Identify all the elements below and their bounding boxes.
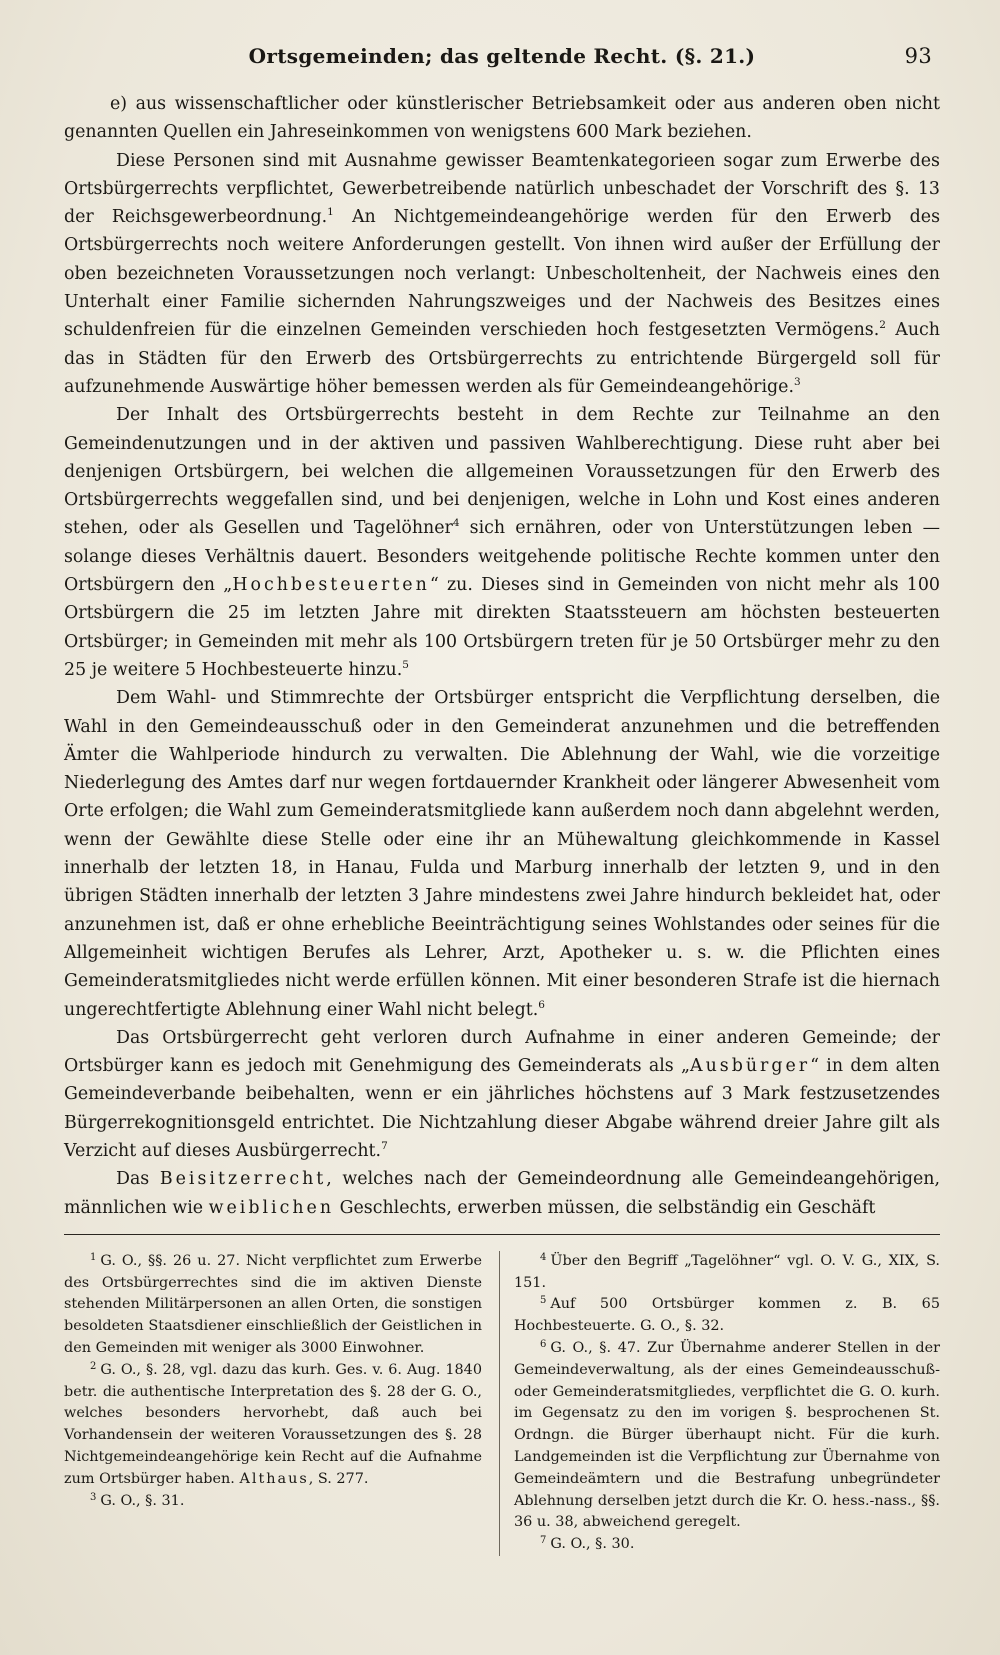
footnote: $^7$ G. O., §. 30.	[540, 1535, 635, 1553]
running-title: Ortsgemeinden; das geltende Recht. (§. 21.)	[248, 44, 756, 68]
page-number: 93	[904, 44, 932, 68]
footnote-ref[interactable]: 7	[381, 1139, 388, 1152]
footnote-ref[interactable]: 4	[452, 517, 460, 530]
paragraph: Der Inhalt des Ortsbürgerrechts besteht in dem Rechte zur Teilnahme an den Gemeindenutzungen und in der aktiven und passiven Wahlberechtigung. Diese ruht aber bei denjenigen Ortsbürgern, bei welchen die allgemeinen Voraussetzungen für den Erwerb des Ortsbürgerrechts weggefallen sind, und bei denjenigen, welche in Lohn und Kost eines anderen stehen, oder als Gesellen und Tagelöhner$^4$ sich ernähren, oder von Unterstützungen leben — solange dieses Verhältnis dauert. Besonders weitgehende politische Rechte kommen unter den Ortsbürgern den „Hochbesteuerten“ zu. Dieses sind in Gemeinden von nicht mehr als 100 Ortsbürgern die 25 im letzten Jahre mit direkten Staatssteuern am höchsten besteuerten Ortsbürger; in Gemeinden mit mehr als 100 Ortsbürgern treten für je 50 Ortsbürger mehr zu den 25 je weitere 5 Hochbesteuerte hinzu.$^5$	[64, 405, 940, 680]
footnote: $^6$ G. O., §. 47. Zur Übernahme anderer Stellen in der Gemeindeverwaltung, als der eines Gemeindeausschuß- oder Gemeinderatsmitgliedes, verpflichtet die G. O. kurh. im Gegensatz zu den im vorigen §. besprochenen St. Ordngn. die Bürger überhaupt nicht. Für die kurh. Landgemeinden ist die Verpflichtung zur Übernahme von Gemeindeämtern und die Bestrafung unbegründeter Ablehnung derselben jetzt durch die Kr. O. hess.-nass., §§. 36 u. 38, abweichend geregelt.	[514, 1339, 940, 1531]
paragraph: Das Ortsbürgerrecht geht verloren durch Aufnahme in einer anderen Gemeinde; der Ortsbürger kann es jedoch mit Genehmigung des Gemeinderats als „Ausbürger“ in dem alten Gemeindeverbande beibehalten, wenn er ein jährliches höchstens auf 3 Mark festzusetzendes Bürgerrekognitionsgeld entrichtet. Die Nichtzahlung dieser Abgabe während dreier Jahre gilt als Verzicht auf dieses Ausbürgerrecht.$^7$	[64, 1027, 941, 1161]
footnote-rule	[64, 1234, 940, 1235]
footnote-ref[interactable]: 2	[879, 319, 886, 332]
footnotes-right-column	[499, 1251, 940, 1556]
footnote-ref[interactable]: 3	[793, 375, 801, 388]
running-head	[64, 44, 940, 84]
footnote: $^3$ G. O., §. 31.	[90, 1491, 185, 1509]
paragraph: Dem Wahl- und Stimmrechte der Ortsbürger entspricht die Verpflichtung derselben, die Wahl in den Gemeindeausschuß oder in den Gemeinderat anzunehmen und die betreffenden Ämter die Wahlperiode hindurch zu verwalten. Die Ablehnung der Wahl, wie die vorzeitige Niederlegung des Amtes darf nur wegen fortdauernder Krankheit oder längerer Abwesenheit vom Orte erfolgen; die Wahl zum Gemeinderatsmitgliede kann außerdem noch dann abgelehnt werden, wenn der Gewählte diese Stelle oder eine ihr an Mühewaltung gleichkommende in Kassel innerhalb der letzten 18, in Hanau, Fulda und Marburg innerhalb der letzten 9, und in den übrigen Städten innerhalb der letzten 3 Jahre mindestens zwei Jahre hindurch bekleidet hat, oder anzunehmen ist, daß er ohne erhebliche Beeinträchtigung seines Wohlstandes oder seines für die Allgemeinheit wichtigen Berufes als Lehrer, Arzt, Apotheker u. s. w. die Pflichten eines Gemeinderatsmitgliedes nicht werde erfüllen können. Mit einer besonderen Strafe ist die hiernach ungerechtfertigte Ablehnung einer Wahl nicht belegt.$^6$	[64, 688, 940, 1020]
paragraph: Das Beisitzerrecht, welches nach der Gemeindeordnung alle Gemeindeangehörigen, männlichen wie weiblichen Geschlechts, erwerben müssen, die selbständig ein Geschäft	[64, 1169, 940, 1218]
footnote: $^2$ G. O., §. 28, vgl. dazu das kurh. Ges. v. 6. Aug. 1840 betr. die authentische Interpretation des §. 28 der G. O., welches besonders hervorhebt, daß auch bei Vorhandensein der weiteren Voraussetzungen des §. 28 Nichtgemeindeangehörige kein Recht auf die Aufnahme zum Ortsbürger haben. Althaus, S. 277.	[64, 1360, 482, 1487]
footnote-ref[interactable]: 6	[538, 998, 545, 1011]
spaced-term: Ausbürger	[690, 1056, 811, 1077]
footnotes	[64, 1251, 940, 1556]
spaced-term: Beisitzerrecht	[159, 1169, 327, 1190]
footnotes-left-column	[64, 1251, 482, 1556]
spaced-term: weiblichen	[208, 1197, 335, 1218]
paragraph-item-e: e) aus wissenschaftlicher oder künstlerischer Betriebsamkeit oder aus anderen oben nicht genannten Quellen ein Jahreseinkommen von wenigstens 600 Mark beziehen.	[64, 94, 940, 143]
footnote: $^4$ Über den Begriff „Tagelöhner“ vgl. O. V. G., XIX, S. 151.	[514, 1251, 940, 1291]
author-name: Althaus	[239, 1470, 309, 1487]
paragraph: Diese Personen sind mit Ausnahme gewisser Beamtenkategorieen sogar zum Erwerbe des Ortsbürgerrechts verpflichtet, Gewerbetreibende natürlich unbeschadet der Vorschrift des §. 13 der Reichsgewerbeordnung.$^1$ An Nichtgemeindeangehörige werden für den Erwerb des Ortsbürgerrechts noch weitere Anforderungen gestellt. Von ihnen wird außer der Erfüllung der oben bezeichneten Voraussetzungen noch verlangt: Unbescholtenheit, der Nachweis eines den Unterhalt einer Familie sichernden Nahrungszweiges und der Nachweis des Besitzes eines schuldenfreien für die einzelnen Gemeinden verschieden hoch festgesetzten Vermögens.$^2$ Auch das in Städten für den Erwerb des Ortsbürgerrechts zu entrichtende Bürgergeld soll für aufzunehmende Auswärtige höher bemessen werden als für Gemeindeangehörige.$^3$	[64, 150, 941, 397]
footnote-ref[interactable]: 1	[327, 206, 334, 219]
main-text	[64, 90, 940, 1222]
footnote-ref[interactable]: 5	[402, 658, 409, 671]
footnote: $^1$ G. O., §§. 26 u. 27. Nicht verpflichtet zum Erwerbe des Ortsbürgerrechtes sind die im aktiven Dienste stehenden Militärpersonen an allen Orten, die sonstigen besoldeten Staatsdiener einschließlich der Geistlichen in den Gemeinden mit weniger als 3000 Einwohner.	[64, 1251, 482, 1357]
spaced-term: Hochbesteuerten	[232, 575, 430, 596]
footnote: $^5$ Auf 500 Ortsbürger kommen z. B. 65 Hochbesteuerte. G. O., §. 32.	[514, 1295, 940, 1335]
